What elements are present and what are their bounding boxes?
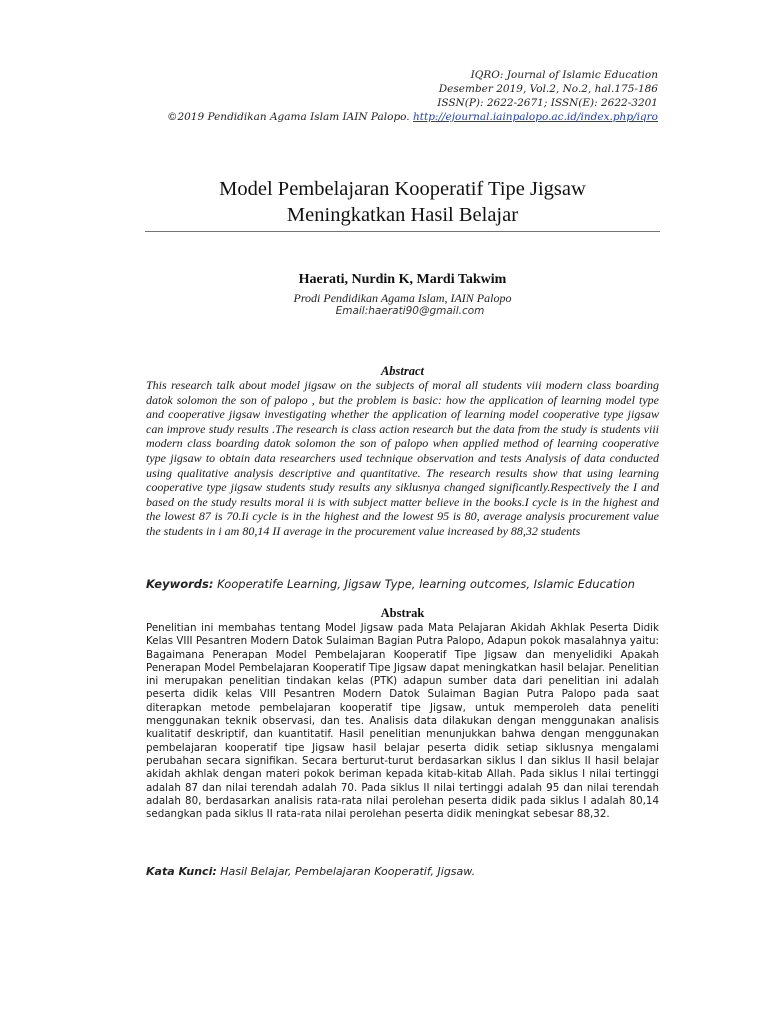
article-title-line-2: Meningkatkan Hasil Belajar xyxy=(286,204,519,226)
article-title xyxy=(145,176,660,228)
journal-issn: ISSN(P): 2622-2671; ISSN(E): 2622-3201 xyxy=(437,97,658,109)
article-authors: Haerati, Nurdin K, Mardi Takwim xyxy=(298,272,507,287)
keywords-text: Kooperatife Learning, Jigsaw Type, learning outcomes, Islamic Education xyxy=(213,577,635,591)
kata-kunci xyxy=(146,865,659,878)
keywords xyxy=(146,577,659,591)
journal-header xyxy=(167,68,658,124)
abstract-body: This research talk about model jigsaw on the subjects of moral all students viii modern class boarding datok solomon the son of palopo , but the problem is basic: how the application of learning model type and cooperative jigsaw investigating whether the application of learning model cooperative type jigsaw can improve study results .The research is class action research but the data from the study is students viii modern class boarding datok solomon the son of palopo when applied method of learning cooperative type jigsaw to obtain data researchers used technique observation and tests Analysis of data conducted using qualitative analysis descriptive and quantitative. The research results show that using learning cooperative type jigsaw students study results any siklusnya changed significantly.Respectively the I and based on the study results moral ii is with subject matter believe in the books.I cycle is in the highest and the lowest 87 is 70.Ii cycle is in the highest and the lowest 95 is 80, average analysis procurement value the students in i am 80,14 II average in the procurement value increased by 88,32 students xyxy=(146,378,659,538)
abstract-heading: Abstract xyxy=(380,364,425,378)
journal-name: IQRO: Journal of Islamic Education xyxy=(470,69,658,81)
author-affiliation: Prodi Pendidikan Agama Islam, IAIN Palopo xyxy=(293,291,512,305)
kata-kunci-text: Hasil Belajar, Pembelajaran Kooperatif, Jigsaw. xyxy=(216,865,476,878)
journal-copyright: ©2019 Pendidikan Agama Islam IAIN Palopo. xyxy=(166,111,410,123)
abstrak-heading: Abstrak xyxy=(380,606,425,620)
abstrak-body: Penelitian ini membahas tentang Model Jigsaw pada Mata Pelajaran Akidah Akhlak Peserta Didik Kelas VIII Pesantren Modern Datok Sulaiman Bagian Putra Palopo, Adapun pokok masalahnya yaitu: Bagaimana Penerapan Model Pembelajaran Kooperatif Tipe Jigsaw dan menyelidiki Apakah Penerapan Model Pembelajaran Kooperatif Tipe Jigsaw dapat meningkatkan hasil belajar. Penelitian ini merupakan penelitian tindakan kelas (PTK) adapun sumber data dari penelitian ini adalah peserta didik kelas VIII Pesantren Modern Datok Sulaiman Bagian Putra Palopo pada saat diterapkan metode pembelajaran kooperatif tipe Jigsaw, untuk memperoleh data peneliti menggunakan teknik observasi, dan tes. Analisis data dilakukan dengan menggunakan analisis kualitatif deskriptif, dan kuantitatif. Hasil penelitian menunjukkan bahwa dengan menggunakan pembelajaran kooperatif tipe Jigsaw hasil belajar peserta didik setiap siklusnya mengalami perubahan secara signifikan. Secara berturut-turut berdasarkan siklus I dan siklus II hasil belajar akidah akhlak dengan materi pokok beriman kepada kitab-kitab Allah. Pada siklus I nilai tertinggi adalah 87 dan nilai terendah adalah 70. Pada siklus II nilai tertinggi adalah 95 dan nilai terendah adalah 80, berdasarkan analisis rata-rata nilai perolehan peserta didik pada siklus I adalah 80,14 sedangkan pada siklus II rata-rata nilai perolehan peserta didik meningkat sebesar 88,32. xyxy=(146,622,659,821)
keywords-label: Keywords: xyxy=(146,577,214,591)
journal-issue: Desember 2019, Vol.2, No.2, hal.175-186 xyxy=(438,83,658,95)
title-divider xyxy=(145,231,660,232)
journal-copyright-line xyxy=(167,110,658,124)
kata-kunci-label: Kata Kunci: xyxy=(146,865,217,878)
article-title-line-1: Model Pembelajaran Kooperatif Tipe Jigsaw xyxy=(219,178,586,200)
journal-url-link[interactable]: http://ejournal.iainpalopo.ac.id/index.php/iqro xyxy=(413,111,658,123)
author-email: Email:haerati90@gmail.com xyxy=(335,305,485,317)
